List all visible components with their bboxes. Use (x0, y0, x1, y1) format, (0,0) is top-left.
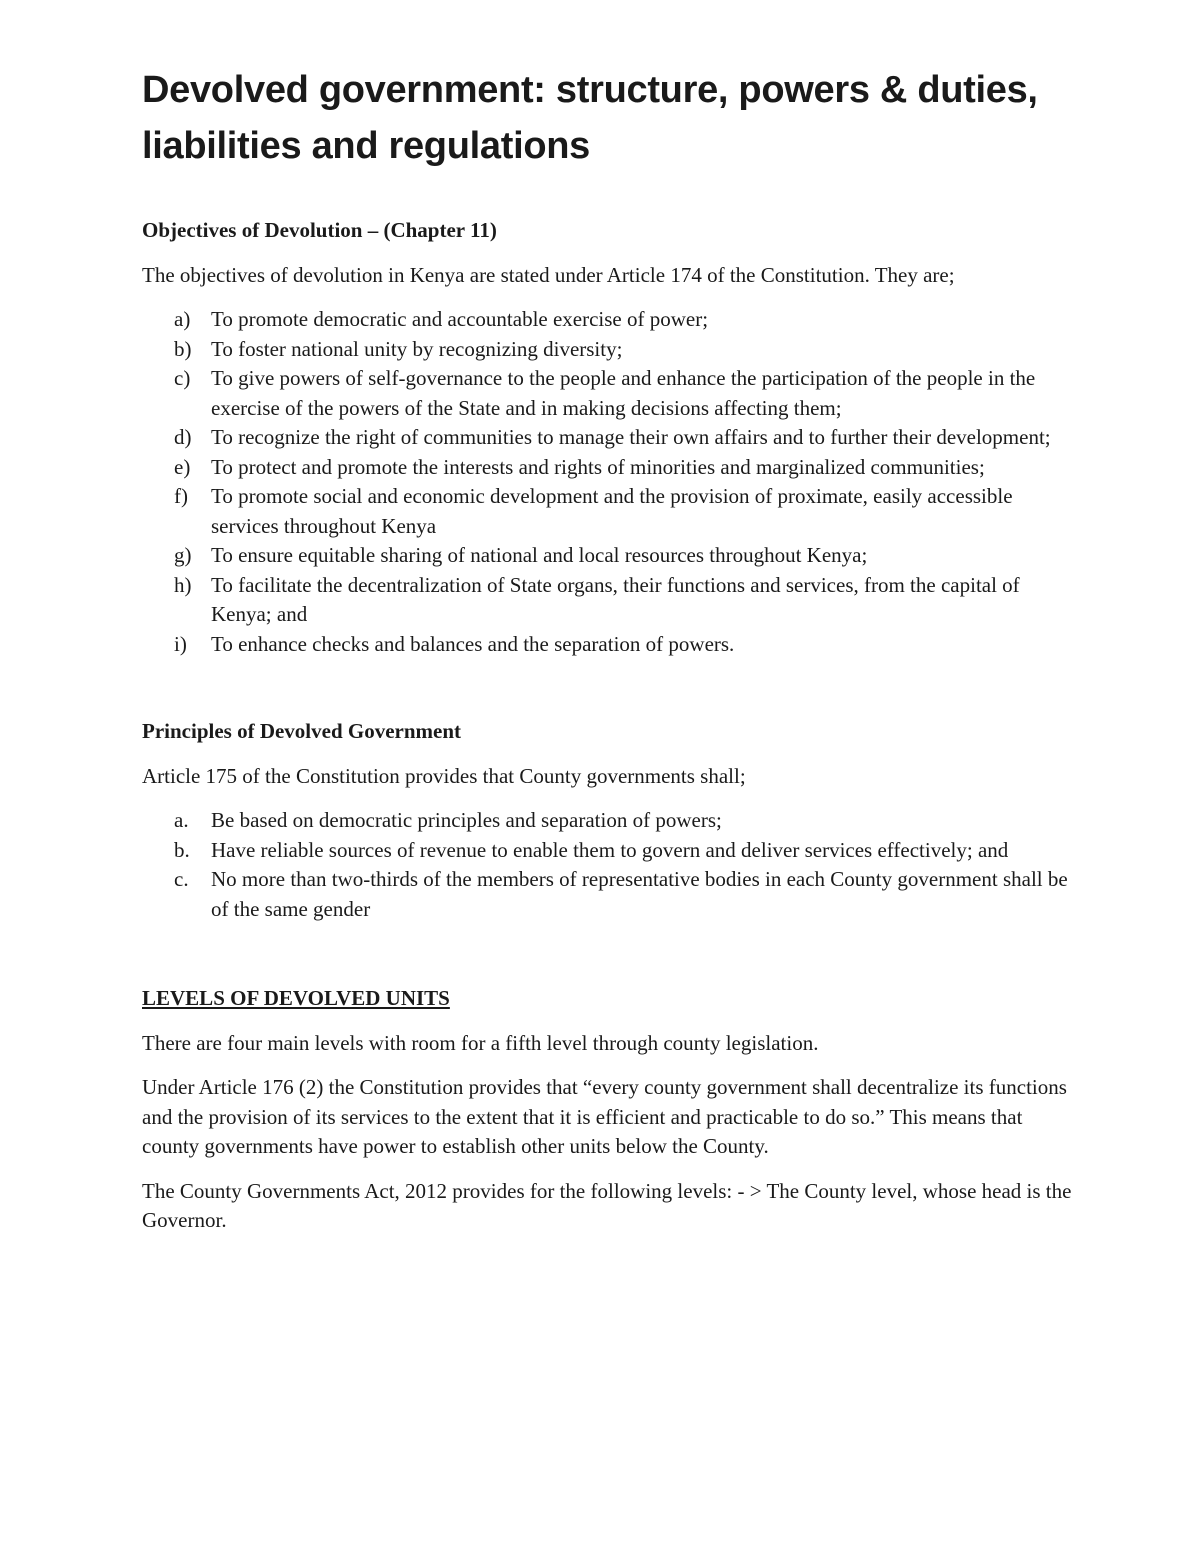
list-item-text: To promote social and economic development and the provision of proximate, easily accessible services throughout Kenya (211, 484, 1013, 538)
principles-section (142, 717, 1072, 924)
list-item (142, 482, 1072, 541)
objectives-list (142, 305, 1072, 659)
list-marker: f) (174, 484, 188, 508)
list-item (142, 541, 1072, 571)
list-item-text: Have reliable sources of revenue to enable them to govern and deliver services effectively; and (211, 837, 1009, 862)
list-marker: h) (174, 572, 192, 597)
levels-heading: LEVELS OF DEVOLVED UNITS (142, 986, 450, 1010)
list-item-text: Be based on democratic principles and separation of powers; (211, 808, 722, 832)
objectives-section (142, 216, 1072, 659)
document-page (142, 62, 1072, 1251)
list-marker: i) (174, 631, 187, 656)
list-item-text: To protect and promote the interests and rights of minorities and marginalized communities; (211, 454, 985, 479)
list-item (142, 335, 1072, 365)
section-spacer (142, 659, 1072, 717)
list-item-text: To recognize the right of communities to manage their own affairs and to further their development; (211, 425, 1051, 449)
levels-paragraph: Under Article 176 (2) the Constitution provides that “every county government shall decentralize its functions and the provision of its services to the extent that it is efficient and practicable to do so.” This means that county governments have power to establish other units below the County. (142, 1075, 1067, 1158)
list-item-text: To ensure equitable sharing of national and local resources throughout Kenya; (211, 543, 868, 567)
section-spacer (142, 924, 1072, 984)
list-item (142, 806, 1072, 836)
levels-section (142, 984, 1072, 1236)
list-item (142, 305, 1072, 335)
list-item (142, 571, 1072, 630)
objectives-heading: Objectives of Devolution – (Chapter 11) (142, 218, 497, 242)
list-item (142, 453, 1072, 483)
list-item (142, 836, 1072, 866)
list-item (142, 865, 1072, 924)
list-item-text: To foster national unity by recognizing diversity; (211, 336, 623, 361)
document-title: Devolved government: structure, powers & duties, liabilities and regulations (142, 69, 1038, 167)
principles-list (142, 806, 1072, 924)
list-item-text: To facilitate the decentralization of State organs, their functions and services, from the capital of Kenya; and (211, 572, 1020, 626)
list-marker: c) (174, 366, 191, 390)
principles-heading: Principles of Devolved Government (142, 719, 462, 743)
levels-paragraph: There are four main levels with room for a fifth level through county legislation. (142, 1030, 819, 1055)
list-marker: b) (174, 336, 192, 361)
list-item (142, 630, 1072, 660)
list-marker: g) (174, 543, 192, 567)
list-marker: a) (174, 307, 191, 331)
list-item (142, 423, 1072, 453)
principles-intro: Article 175 of the Constitution provides that County governments shall; (142, 763, 746, 788)
list-item-text: To promote democratic and accountable exercise of power; (211, 307, 709, 331)
list-marker: d) (174, 425, 192, 449)
list-item (142, 364, 1072, 423)
list-item-text: No more than two-thirds of the members of representative bodies in each County government shall be of the same gender (211, 867, 1068, 921)
list-marker: a. (174, 808, 189, 832)
objectives-intro: The objectives of devolution in Kenya are stated under Article 174 of the Constitution. They are; (142, 262, 955, 287)
levels-paragraph: The County Governments Act, 2012 provides for the following levels: - > The County level, whose head is the Governor. (142, 1178, 1072, 1232)
list-item-text: To enhance checks and balances and the separation of powers. (211, 631, 735, 656)
list-marker: c. (174, 867, 189, 891)
list-marker: b. (174, 837, 190, 862)
list-marker: e) (174, 454, 191, 479)
list-item-text: To give powers of self-governance to the people and enhance the participation of the people in the exercise of the powers of the State and in making decisions affecting them; (211, 366, 1036, 420)
